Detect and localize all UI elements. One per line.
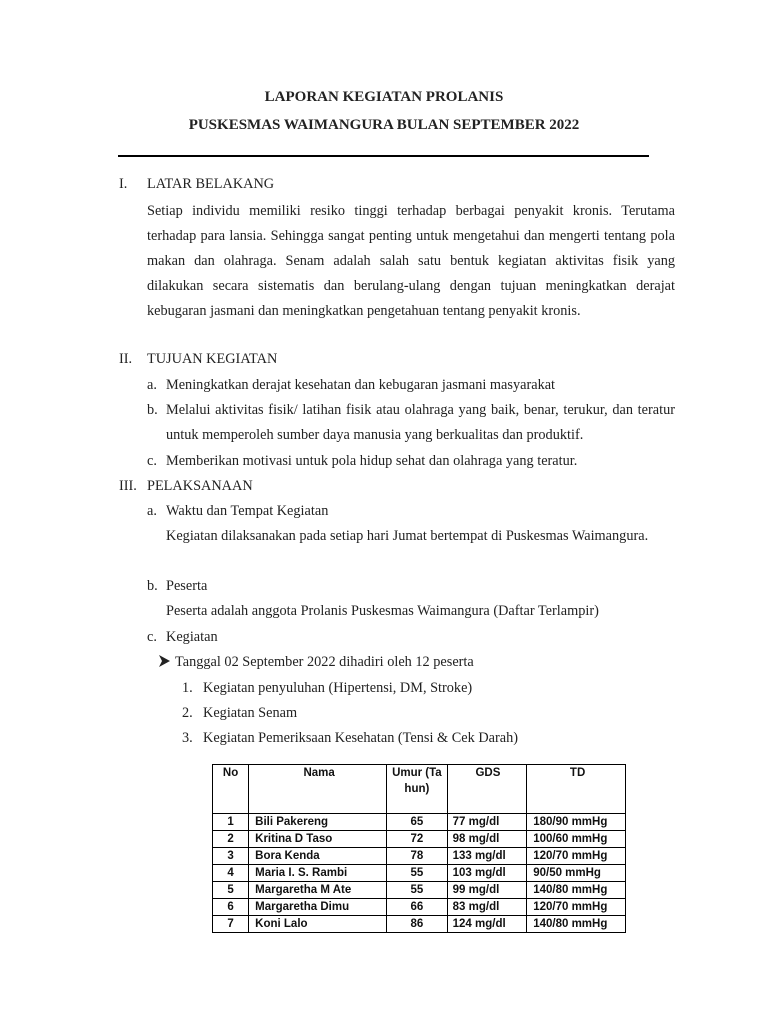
header-no: No [213, 765, 249, 814]
header-gds: GDS [447, 765, 527, 814]
cell-no: 1 [213, 814, 249, 831]
table-row [213, 831, 626, 848]
activity-2-mark: 2. [182, 705, 193, 721]
subsection-c-title: Kegiatan [166, 629, 218, 645]
objective-c-text: Memberikan motivasi untuk pola hidup sehat dan olahraga yang teratur. [166, 453, 578, 469]
objective-a-text: Meningkatkan derajat kesehatan dan kebugaran jasmani masyarakat [166, 377, 556, 393]
cell-umur: 65 [387, 814, 448, 831]
objective-b-mark: b. [147, 402, 158, 418]
objective-a-mark: a. [147, 377, 157, 393]
report-subtitle: PUSKESMAS WAIMANGURA BULAN SEPTEMBER 2022 [188, 117, 580, 133]
table-row [213, 814, 626, 831]
table-row [213, 882, 626, 899]
cell-no: 4 [213, 865, 249, 882]
cell-nama: Bili Pakereng [249, 814, 387, 831]
cell-umur: 72 [387, 831, 448, 848]
cell-gds: 99 mg/dl [447, 882, 527, 899]
activity-2-text: Kegiatan Senam [203, 705, 298, 721]
subsection-c-mark: c. [147, 629, 157, 645]
cell-no: 5 [213, 882, 249, 899]
subsection-b-body: Peserta adalah anggota Prolanis Puskesmas Waimangura (Daftar Terlampir) [166, 603, 599, 619]
cell-umur: 78 [387, 848, 448, 865]
header-td: TD [527, 765, 626, 814]
table-row [213, 899, 626, 916]
section-1-body: Setiap individu memiliki resiko tinggi terhadap berbagai penyakit kronis. Terutama terhadap para lansia. Sehingga sangat penting untuk mengetahui dan mengerti tentang pola makan dan olahraga. Senam adalah salah satu bentuk kegiatan aktivitas fisik yang dilakukan secara sistematis dan berulang-ulang dengan tujuan meningkatkan derajat kebugaran jasmani dan meningkatkan pengetahuan tentang penyakit kronis. [147, 203, 675, 319]
cell-gds: 98 mg/dl [447, 831, 527, 848]
cell-td: 140/80 mmHg [527, 882, 626, 899]
cell-td: 140/80 mmHg [527, 916, 626, 933]
table-row [213, 916, 626, 933]
table-row [213, 848, 626, 865]
cell-no: 6 [213, 899, 249, 916]
table-row [213, 865, 626, 882]
activity-1-mark: 1. [182, 680, 193, 696]
arrow-bullet-icon [158, 655, 171, 672]
cell-no: 7 [213, 916, 249, 933]
subsection-a-mark: a. [147, 503, 157, 519]
cell-gds: 124 mg/dl [447, 916, 527, 933]
cell-nama: Margaretha M Ate [249, 882, 387, 899]
objective-b-text: Melalui aktivitas fisik/ latihan fisik atau olahraga yang baik, benar, terukur, dan teratur untuk memperoleh sumber daya manusia yang berkualitas dan produktif. [166, 402, 675, 443]
cell-gds: 83 mg/dl [447, 899, 527, 916]
header-umur: Umur (Tahun) [387, 765, 448, 814]
section-1-number: I. [119, 176, 128, 192]
subsection-b-mark: b. [147, 578, 158, 594]
section-3-number: III. [119, 478, 137, 494]
cell-no: 2 [213, 831, 249, 848]
cell-nama: Bora Kenda [249, 848, 387, 865]
table-header-row [213, 765, 626, 814]
cell-td: 180/90 mmHg [527, 814, 626, 831]
section-2-heading: TUJUAN KEGIATAN [147, 351, 278, 367]
objective-c-mark: c. [147, 453, 157, 469]
cell-gds: 133 mg/dl [447, 848, 527, 865]
cell-gds: 103 mg/dl [447, 865, 527, 882]
report-title: LAPORAN KEGIATAN PROLANIS [264, 89, 504, 105]
cell-umur: 55 [387, 882, 448, 899]
cell-umur: 66 [387, 899, 448, 916]
title-divider [118, 155, 649, 157]
section-3-heading: PELAKSANAAN [147, 478, 253, 494]
cell-nama: Maria I. S. Rambi [249, 865, 387, 882]
section-1-heading: LATAR BELAKANG [147, 176, 275, 192]
participant-table [212, 764, 626, 933]
cell-td: 120/70 mmHg [527, 848, 626, 865]
cell-nama: Margaretha Dimu [249, 899, 387, 916]
activity-1-text: Kegiatan penyuluhan (Hipertensi, DM, Stroke) [203, 680, 473, 696]
cell-no: 3 [213, 848, 249, 865]
cell-umur: 86 [387, 916, 448, 933]
section-2-number: II. [119, 351, 133, 367]
activity-3-text: Kegiatan Pemeriksaan Kesehatan (Tensi & Cek Darah) [203, 730, 518, 746]
subsection-b-title: Peserta [166, 578, 208, 594]
subsection-a-body: Kegiatan dilaksanakan pada setiap hari Jumat bertempat di Puskesmas Waimangura. [166, 528, 649, 544]
cell-td: 100/60 mmHg [527, 831, 626, 848]
cell-nama: Koni Lalo [249, 916, 387, 933]
subsection-a-title: Waktu dan Tempat Kegiatan [166, 503, 329, 519]
cell-nama: Kritina D Taso [249, 831, 387, 848]
cell-gds: 77 mg/dl [447, 814, 527, 831]
header-nama: Nama [249, 765, 387, 814]
cell-td: 120/70 mmHg [527, 899, 626, 916]
cell-umur: 55 [387, 865, 448, 882]
cell-td: 90/50 mmHg [527, 865, 626, 882]
activity-3-mark: 3. [182, 730, 193, 746]
session-date-text: Tanggal 02 September 2022 dihadiri oleh 12 peserta [175, 654, 474, 670]
